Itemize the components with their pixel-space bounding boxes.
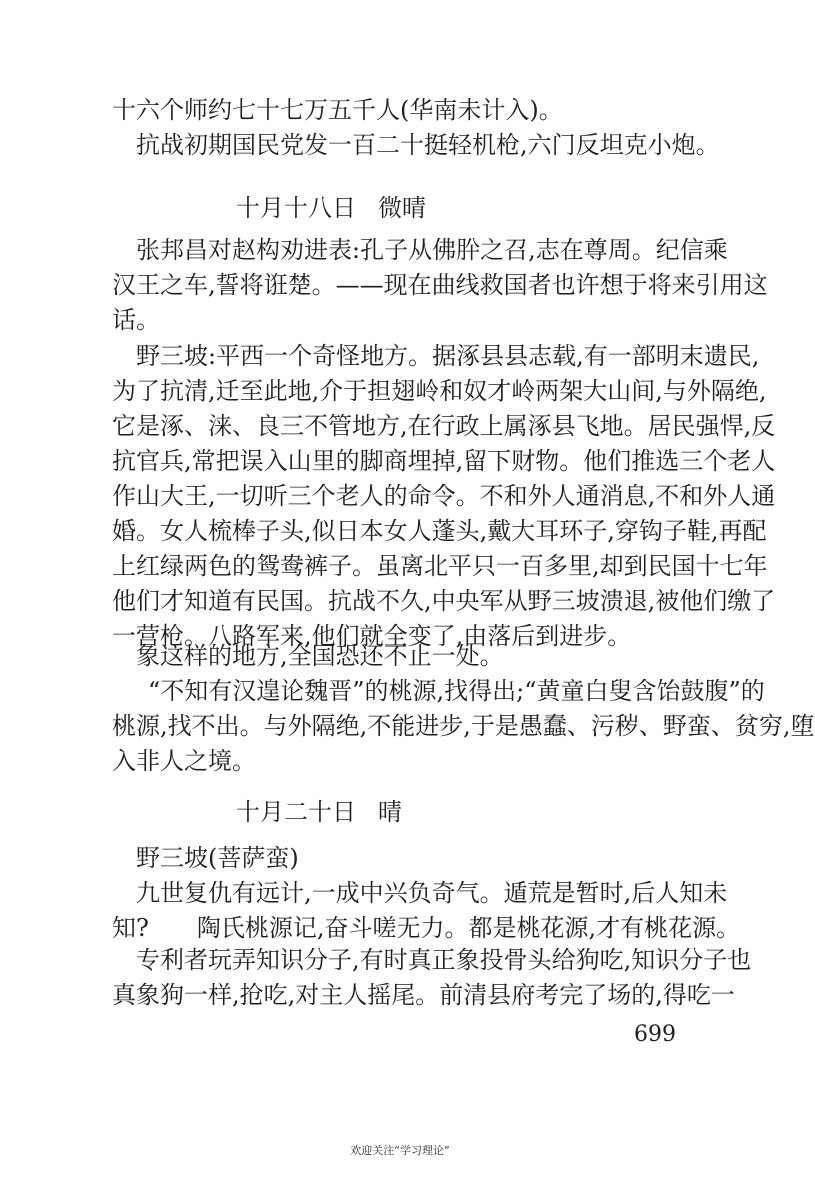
paragraph-zhang-bangchang xyxy=(112,233,768,338)
text-line: 一营枪。八路军来,他们就全变了,由落后到进步。 xyxy=(112,622,632,650)
text-line: 汉王之车,誓将诳楚。——现在曲线救国者也许想于将来引用这 xyxy=(112,271,768,299)
text-line: 入非人之境。 xyxy=(112,747,256,775)
text-line: 抗官兵,常把误入山里的脚商埋掉,留下财物。他们推选三个老人 xyxy=(112,447,776,475)
text-line: 野三坡:平西一个奇怪地方。据涿县县志载,有一部明末遗民, xyxy=(136,342,760,370)
paragraph-such-places xyxy=(112,639,692,674)
paragraph-taoyuan xyxy=(112,674,815,779)
text-line: 婚。女人梳棒子头,似日本女人蓬头,戴大耳环子,穿钩子鞋,再配 xyxy=(112,517,767,545)
entry-date: 十月十八日 xyxy=(236,194,356,222)
text-line: 抗战初期国民党发一百二十挺轻机枪,六门反坦克小炮。 xyxy=(136,131,720,159)
text-line: 上红绿两色的鸳鸯裤子。虽离北平只一百多里,却到民国十七年 xyxy=(112,552,768,580)
text-line: 话。 xyxy=(112,306,160,334)
text-line: “不知有汉遑论魏晋”的桃源,找得出;“黄童白叟含饴鼓腹”的 xyxy=(148,677,765,705)
text-line: 真象狗一样,抢吃,对主人摇尾。前清县府考完了场的,得吃一 xyxy=(112,981,735,1009)
text-line: 作山大王,一切听三个老人的命令。不和外人通消息,不和外人通 xyxy=(112,482,776,510)
text-line: 张邦昌对赵构劝进表:孔子从佛肸之召,志在尊周。纪信乘 xyxy=(136,236,728,264)
page-number: 699 xyxy=(634,1022,676,1047)
entry-weather: 晴 xyxy=(378,798,402,826)
paragraph-yesanpo xyxy=(112,339,776,654)
paragraph-poem xyxy=(112,876,741,946)
text-line: 知? 陶氏桃源记,奋斗嗟无力。都是桃花源,才有桃花源。 xyxy=(112,914,741,942)
entry-heading-1020 xyxy=(236,795,402,830)
text-line: 九世复仇有远计,一成中兴负奇气。遁荒是暂时,后人知未 xyxy=(136,879,728,907)
text-line: 十六个师约七十七万五千人(华南未计入)。 xyxy=(112,96,563,124)
text-line: 专利者玩弄知识分子,有时真正象投骨头给狗吃,知识分子也 xyxy=(136,946,752,974)
paragraph-intellectuals xyxy=(112,943,752,1013)
top-lines xyxy=(112,93,720,163)
entry-date: 十月二十日 xyxy=(236,798,356,826)
text-line: 桃源,找不出。与外隔绝,不能进步,于是愚蠢、污秽、野蛮、贫穷,堕 xyxy=(112,712,815,740)
text-line: 他们才知道有民国。抗战不久,中央军从野三坡溃退,被他们缴了 xyxy=(112,587,776,615)
text-line: 为了抗清,迁至此地,介于担翅岭和奴才岭两架大山间,与外隔绝, xyxy=(112,377,767,405)
text-line: 象这样的地方,全国恐还不止一处。 xyxy=(136,642,504,670)
entry-weather: 微晴 xyxy=(378,194,426,222)
paragraph-poem-title xyxy=(112,841,692,876)
text-line: 野三坡(菩萨蛮) xyxy=(136,844,299,872)
footer-watermark: 欢迎关注“学习理论” xyxy=(350,1144,450,1157)
entry-heading-1018 xyxy=(236,191,426,226)
text-line: 它是涿、涞、良三不管地方,在行政上属涿县飞地。居民强悍,反 xyxy=(112,412,776,440)
